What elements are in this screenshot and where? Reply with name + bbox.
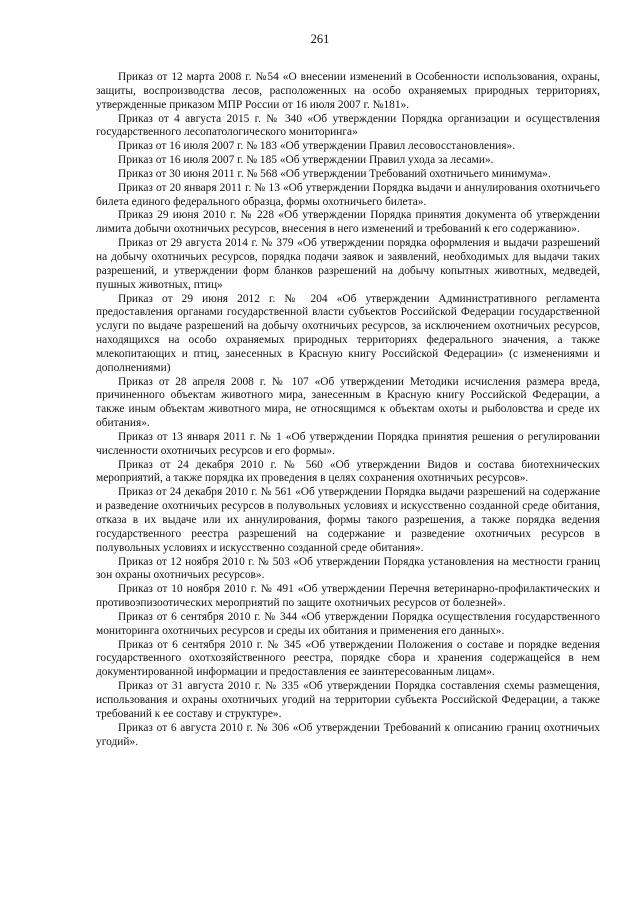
- paragraph-order-568: Приказ от 30 июня 2011 г. № 568 «Об утверждении Требований охотничьего минимума».: [118, 167, 551, 180]
- paragraph-order-560: Приказ от 24 декабря 2010 г. № 560 «Об утверждении Видов и состава биотехнических мероприятий, а также порядка их проведения в целях сохранения охотничьих ресурсов».: [96, 458, 600, 485]
- paragraph-order-13: Приказ от 20 января 2011 г. № 13 «Об утверждении Порядка выдачи и аннулирования охотничьего билета единого федерального образца, формы охотничьего билета».: [96, 181, 600, 208]
- paragraph-order-503: Приказ от 12 ноября 2010 г. № 503 «Об утверждении Порядка установления на местности границ зон охраны охотничьих ресурсов».: [96, 555, 600, 582]
- paragraph-order-491: Приказ от 10 ноября 2010 г. № 491 «Об утверждении Перечня ветеринарно-профилактических и противоэпизоотических мероприятий по защите охотничьих ресурсов от болезней».: [96, 583, 600, 610]
- paragraph-order-345: Приказ от 6 сентября 2010 г. № 345 «Об утверждении Положения о составе и порядке ведения государственного охотхозяйственного реестра, порядке сбора и хранения содержащейся в нем документированной информации и предоставления ее заинтересованным лицам».: [96, 638, 600, 679]
- paragraph-order-335: Приказ от 31 августа 2010 г. № 335 «Об утверждении Порядка составления схемы размещения, использования и охраны охотничьих угодий на территории субъекта Российской Федерации, а также требований к ее составу и структуре».: [96, 680, 600, 720]
- page-number: 261: [310, 32, 330, 46]
- paragraph-order-107: Приказ от 28 апреля 2008 г. № 107 «Об утверждении Методики исчисления размера вреда, причиненного объектам животного мира, занесенным в Красную книгу Российской Федерации, а также иным объектам животного мира, не относящимся к объектам охоты и рыболовства и среде их обитания».: [96, 375, 600, 430]
- paragraph-order-306: Приказ от 6 августа 2010 г. № 306 «Об утверждении Требований к описанию границ охотничьих угодий».: [96, 721, 600, 748]
- paragraph-order-344: Приказ от 6 сентября 2010 г. № 344 «Об утверждении Порядка осуществления государственного мониторинга охотничьих ресурсов и среды их обитания и применения его данных».: [96, 610, 600, 637]
- paragraph-order-340: Приказ от 4 августа 2015 г. № 340 «Об утверждении Порядка организации и осуществления государственного лесопатологического мониторинга»: [96, 112, 600, 139]
- paragraph-order-185: Приказ от 16 июля 2007 г. № 185 «Об утверждении Правил ухода за лесами».: [118, 154, 494, 167]
- paragraph-order-561: Приказ от 24 декабря 2010 г. № 561 «Об утверждении Порядка выдачи разрешений на содержание и разведение охотничьих ресурсов в полувольных условиях и искусственно созданной среде обитания, отказа в их выдаче или их аннулирования, формы такого разрешения, а также порядка ведения государственного реестра разрешений на содержание и разведение охотничьих ресурсов в полувольных условиях и искусственно созданной среде обитания».: [96, 486, 600, 554]
- paragraph-order-228: Приказ 29 июня 2010 г. № 228 «Об утверждении Порядка принятия документа об утверждении лимита добычи охотничьих ресурсов, внесения в него изменений и требований к его содержанию».: [96, 209, 600, 236]
- document-body: [96, 71, 600, 749]
- paragraph-order-204: Приказ от 29 июня 2012 г. № 204 «Об утверждении Административного регламента предоставления органами государственной власти субъектов Российской Федерации государственной услуги по выдаче разрешений на добычу охотничьих ресурсов, за исключением охотничьих ресурсов, находящихся на особо охраняемых природных территориях федерального значения, а также млекопитающих и птиц, занесенных в Красную книгу Российской Федерации» (с изменениями и дополнениями): [96, 292, 600, 374]
- paragraph-order-54: Приказ от 12 марта 2008 г. №54 «О внесении изменений в Особенности использования, охраны, защиты, воспроизводства лесов, расположенных на особо охраняемых природных территориях, утвержденные приказом МПР России от 16 июля 2007 г. №181».: [96, 71, 600, 111]
- paragraph-order-183: Приказ от 16 июля 2007 г. № 183 «Об утверждении Правил лесовосстановления».: [118, 140, 516, 153]
- paragraph-order-1: Приказ от 13 января 2011 г. № 1 «Об утверждении Порядка принятия решения о регулировании численности охотничьих ресурсов и его формы».: [96, 430, 600, 457]
- paragraph-order-379: Приказ от 29 августа 2014 г. № 379 «Об утверждении порядка оформления и выдачи разрешений на добычу охотничьих ресурсов, порядка подачи заявок и заявлений, необходимых для выдачи таких разрешений, и утверждении форм бланков разрешений на добычу копытных животных, медведей, пушных животных, птиц»: [96, 237, 600, 291]
